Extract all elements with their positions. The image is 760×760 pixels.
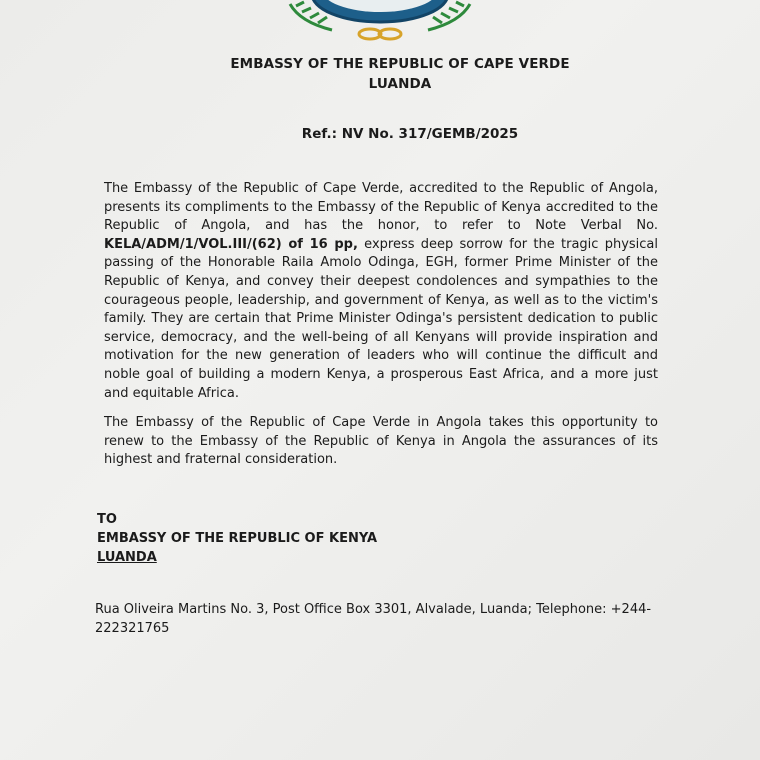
p1-text-start: The Embassy of the Republic of Cape Verde, accredited to the Republic of Angola, presents its compliments to the Embassy of the Republic of Kenya accredited to the Republic of Angola, and has the honor, to refer to Note Verbal No.: [104, 181, 658, 234]
recipient-city: LUANDA: [97, 550, 157, 565]
body-paragraph-1: [104, 180, 658, 403]
recipient-to: TO: [97, 512, 117, 527]
p1-text-end: express deep sorrow for the tragic physical passing of the Honorable Raila Amolo Odinga, EGH, former Prime Minister of the Republic of Kenya, and convey their deepest condolences and sympathies to the courageous people, leadership, and government of Kenya, as well as to the victim's family. They are certain that Prime Minister Odinga's persistent dedication to public service, democracy, and the well-being of all Kenyans will provide inspiration and motivation for the new generation of leaders who will continue the difficult and noble goal of building a modern Kenya, a prosperous East Africa, and a more just and equitable Africa.: [104, 236, 658, 401]
note-verbal-reference: KELA/ADM/1/VOL.III/(62) of 16 pp,: [104, 236, 358, 252]
letterhead-title: EMBASSY OF THE REPUBLIC OF CAPE VERDE: [230, 56, 570, 72]
recipient-name: EMBASSY OF THE REPUBLIC OF KENYA: [97, 531, 378, 546]
body-paragraph-2: The Embassy of the Republic of Cape Verde in Angola takes this opportunity to renew to the Embassy of the Republic of Kenya in Angola the assurances of its highest and fraternal consideration.: [104, 415, 658, 468]
reference-number: Ref.: NV No. 317/GEMB/2025: [301, 126, 519, 142]
footer-address: Rua Oliveira Martins No. 3, Post Office Box 3301, Alvalade, Luanda; Telephone: +244-222321765: [95, 602, 652, 636]
letterhead-city: LUANDA: [368, 76, 432, 92]
coat-of-arms-icon: [270, 0, 490, 48]
